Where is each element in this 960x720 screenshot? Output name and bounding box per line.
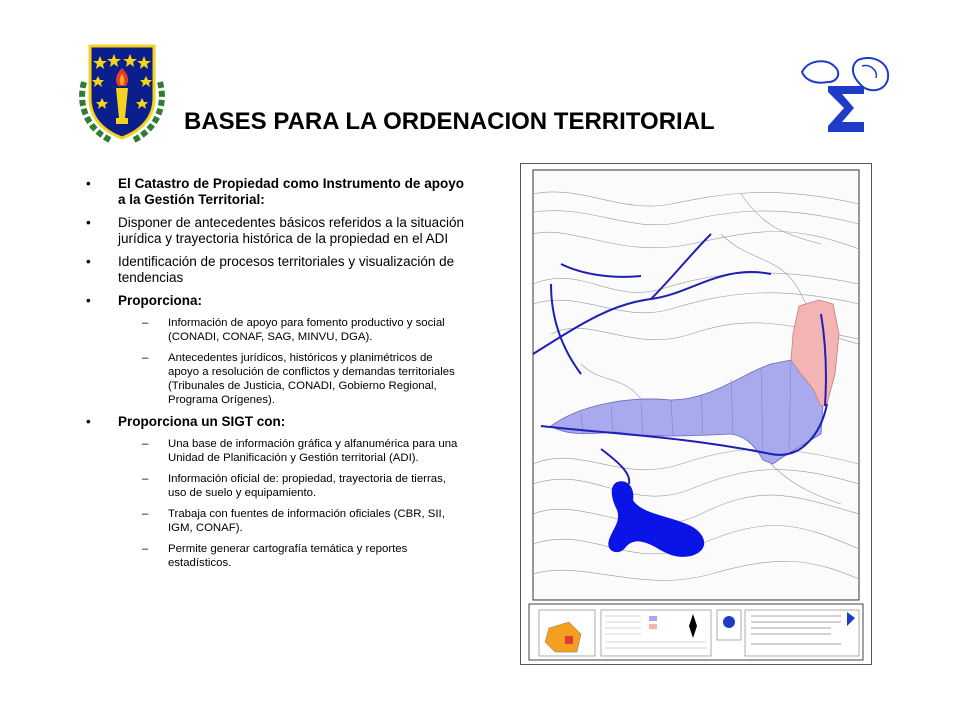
sub-bullet-dash: – — [142, 543, 149, 555]
bullet-dot: • — [86, 293, 91, 308]
bullet-text: Proporciona: — [118, 293, 203, 308]
page-title: BASES PARA LA ORDENACION TERRITORIAL — [184, 108, 715, 135]
bullet-text: Disponer de antecedentes básicos referidos a la situación jurídica y trayectoria histórica de la propiedad en el ADI — [118, 215, 464, 246]
sub-bullet-dash: – — [142, 438, 149, 450]
bullet-text: Identificación de procesos territoriales y visualización de tendencias — [118, 254, 455, 285]
university-shield-logo — [76, 42, 168, 146]
bullet-dot: • — [86, 254, 91, 269]
bullet-list — [86, 176, 464, 577]
bullet-dot: • — [86, 176, 91, 191]
sub-bullet-text: Una base de información gráfica y alfanumérica para una Unidad de Planificación y Gestión territorial (ADI). — [168, 438, 458, 464]
bullet-dot: • — [86, 215, 91, 230]
sigma-globe-logo — [798, 52, 894, 142]
sub-bullet-item — [86, 351, 464, 407]
bullet-item — [86, 176, 464, 208]
sub-bullet-item — [86, 316, 464, 344]
sub-bullet-text: Información oficial de: propiedad, trayectoria de tierras, uso de suelo y equipamiento. — [168, 473, 446, 499]
bullet-item — [86, 414, 464, 430]
sub-bullet-text: Trabaja con fuentes de información oficiales (CBR, SII, IGM, CONAF). — [168, 508, 445, 534]
bullet-text: Proporciona un SIGT con: — [118, 414, 286, 429]
sub-bullet-dash: – — [142, 508, 149, 520]
bullet-dot: • — [86, 414, 91, 429]
sub-bullet-item — [86, 542, 464, 570]
bullet-text: El Catastro de Propiedad como Instrumento de apoyo a la Gestión Territorial: — [118, 176, 464, 207]
sub-bullet-item — [86, 472, 464, 500]
sub-bullet-dash: – — [142, 473, 149, 485]
sub-bullet-item — [86, 437, 464, 465]
bullet-item — [86, 215, 464, 247]
sub-bullet-text: Antecedentes jurídicos, históricos y planimétricos de apoyo a resolución de conflictos y demandas territoriales (Tribunales de Justicia, CONADI, Gobierno Regional, Programa Orígenes). — [168, 352, 455, 406]
sub-bullet-dash: – — [142, 317, 149, 329]
sub-bullet-dash: – — [142, 352, 149, 364]
sub-bullet-text: Información de apoyo para fomento productivo y social (CONADI, CONAF, SAG, MINVU, DGA). — [168, 317, 445, 343]
sub-bullet-text: Permite generar cartografía temática y reportes estadísticos. — [168, 543, 408, 569]
sub-bullet-item — [86, 507, 464, 535]
cadastral-map-image — [520, 163, 872, 665]
bullet-item — [86, 254, 464, 286]
bullet-item — [86, 293, 464, 309]
